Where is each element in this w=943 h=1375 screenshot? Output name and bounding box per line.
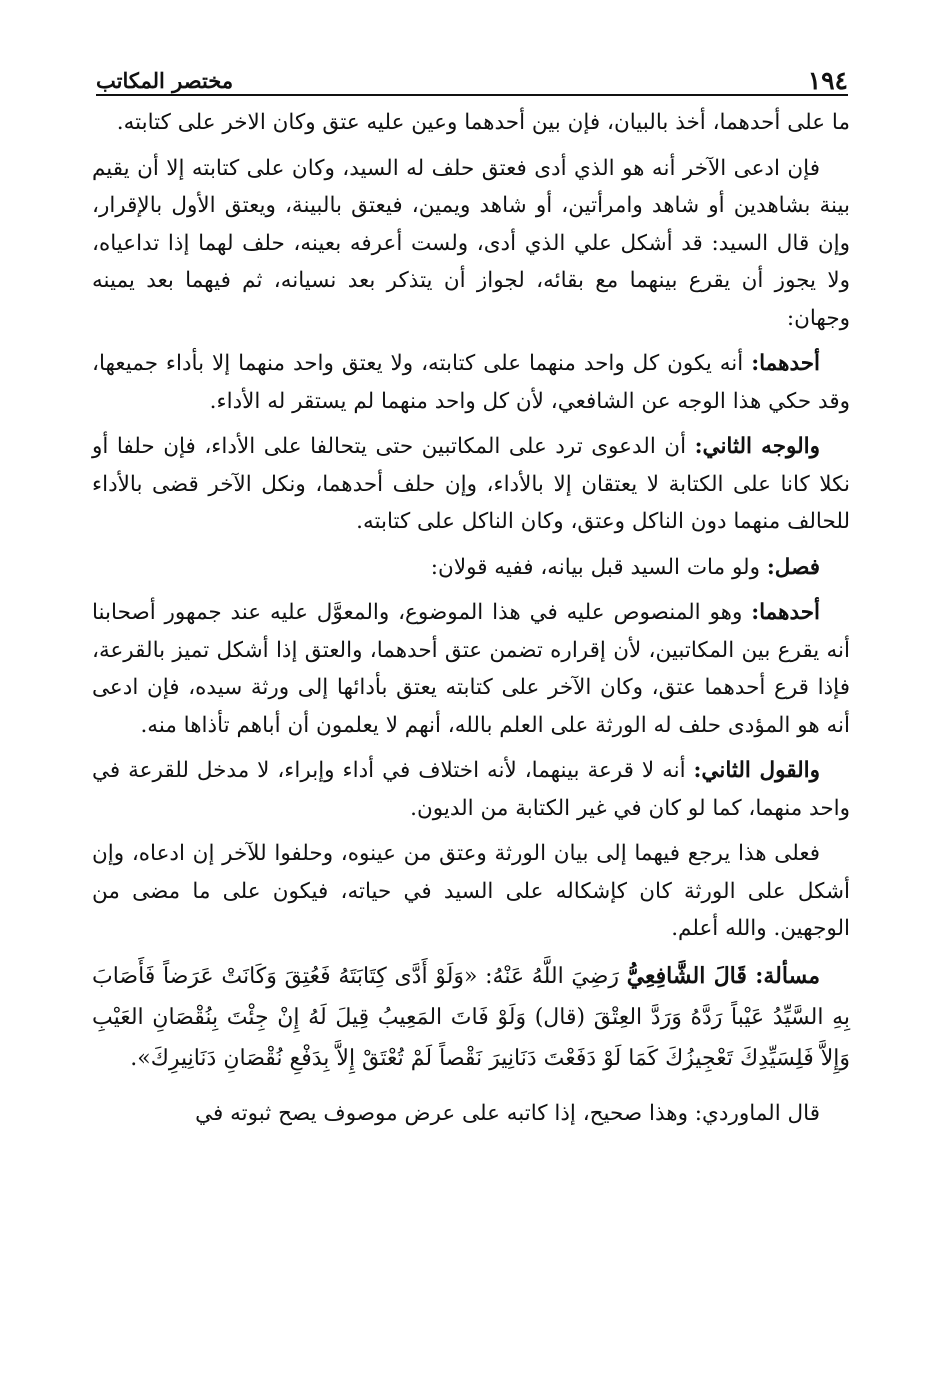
paragraph-text: أنه لا قرعة بينهما، لأنه اختلاف في أداء وإبراء، لا مدخل للقرعة في واحد منهما، كما لو كان في غير الكتابة من الديون. xyxy=(92,758,850,821)
paragraph-text: أن الدعوى ترد على المكاتبين حتى يتحالفا على الأداء، فإن حلفا أو نكلا كانا على الكتابة لا يعتقان إلا بالأداء، وإن حلف أحدهما، ونكل الآخر قضى بالأداء للحالف منهما دون الناكل وعتق، وكان الناكل على كتابته. xyxy=(92,434,850,534)
paragraph-lead: فصل: xyxy=(766,554,820,580)
paragraph xyxy=(92,150,850,338)
paragraph-lead: أحدهما: xyxy=(751,600,820,625)
page-body xyxy=(92,104,850,1140)
paragraph xyxy=(92,428,850,541)
paragraph-lead: مسألة: قَالَ الشَّافِعِيُّ xyxy=(626,962,820,989)
paragraph-text: أنه يكون كل واحد منهما على كتابته، ولا يعتق واحد منهما إلا بأداء جميعها، وقد حكي هذا الوجه عن الشافعي، لأن كل واحد منهما لم يستقر له الأداء. xyxy=(92,351,850,414)
paragraph-lead: والقول الثاني: xyxy=(693,758,821,783)
masala-quote xyxy=(92,956,850,1079)
paragraph xyxy=(92,1095,850,1133)
book-title: مختصر المكاتب xyxy=(96,68,241,94)
page-header xyxy=(96,68,848,96)
section-heading-fasl xyxy=(92,549,850,587)
paragraph-text: فعلى هذا يرجع فيهما إلى بيان الورثة وعتق من عينوه، وحلفوا للآخر إن ادعاه، وإن أشكل على الورثة كان كإشكاله على السيد في حياته، فيكون على ما مضى من الوجهين. والله أعلم. xyxy=(92,841,850,941)
paragraph xyxy=(92,752,850,827)
paragraph-text: وهو المنصوص عليه في هذا الموضوع، والمعوَّل عليه عند جمهور أصحابنا أنه يقرع بين المكاتبين، لأن إقراره تضمن عتق أحدهما، والعتق إذا أشكل تميز بالقرعة، فإذا قرع أحدهما عتق، وكان الآخر على كتابته يعتق بأدائها إلى ورثة سيده، فإن ادعى أنه هو المؤدى حلف له الورثة على العلم بالله، أنهم لا يعلمون أن أباهم تأذاها منه. xyxy=(92,600,850,738)
paragraph-text: قال الماوردي: وهذا صحيح، إذا كاتبه على عرض موصوف يصح ثبوته في xyxy=(195,1100,820,1126)
paragraph-lead: أحدهما: xyxy=(751,351,820,376)
paragraph xyxy=(92,835,850,948)
paragraph-text: ولو مات السيد قبل بيانه، ففيه قولان: xyxy=(430,554,767,580)
paragraph xyxy=(92,104,850,142)
paragraph-text: ما على أحدهما، أخذ بالبيان، فإن بين أحدهما وعين عليه عتق وكان الاخر على كتابته. xyxy=(116,110,850,135)
paragraph xyxy=(92,594,850,744)
paragraph-text: رَضِيَ اللَّهُ عَنْهُ: «وَلَوْ أَدَّى كِتَابَتَهُ فَعُتِقَ وَكَانَتْ عَرَضاً فَأَصَابَ بِهِ السَّيِّدُ عَيْباً رَدَّهُ وَرَدَّ العِتْقَ (قال) وَلَوْ فَاتَ المَعِيبُ قِيلَ لَهُ إِنْ جِئْتَ بِنُقْصَانِ العَيْبِ وَإِلاَّ فَلِسَيِّدِكَ تَعْجِيزُكَ كَمَا لَوْ دَفَعْتَ دَنَانِيرَ نَقْصاً لَمْ تُعْتَقْ إِلاَّ بِدَفْعِ نُقْصَانِ دَنَانِيرِكَ». xyxy=(92,963,850,1071)
paragraph-text: فإن ادعى الآخر أنه هو الذي أدى فعتق حلف له السيد، وكان على كتابته إلا أن يقيم بينة بشاهدين أو شاهد وامرأتين، أو شاهد ويمين، فيعتق بالبينة، ويعتق الأول بالإقرار، وإن قال السيد: قد أشكل علي الذي أدى، ولست أعرفه بعينه، حلف لهما إذا تداعياه، ولا يجوز أن يقرع بينهما مع بقائه، لجواز أن يتذكر بعد نسيانه، ثم فيهما بعد يمينه وجهان: xyxy=(92,155,850,331)
page-number: ١٩٤ xyxy=(798,68,848,94)
paragraph xyxy=(92,345,850,420)
paragraph-lead: والوجه الثاني: xyxy=(694,434,820,459)
